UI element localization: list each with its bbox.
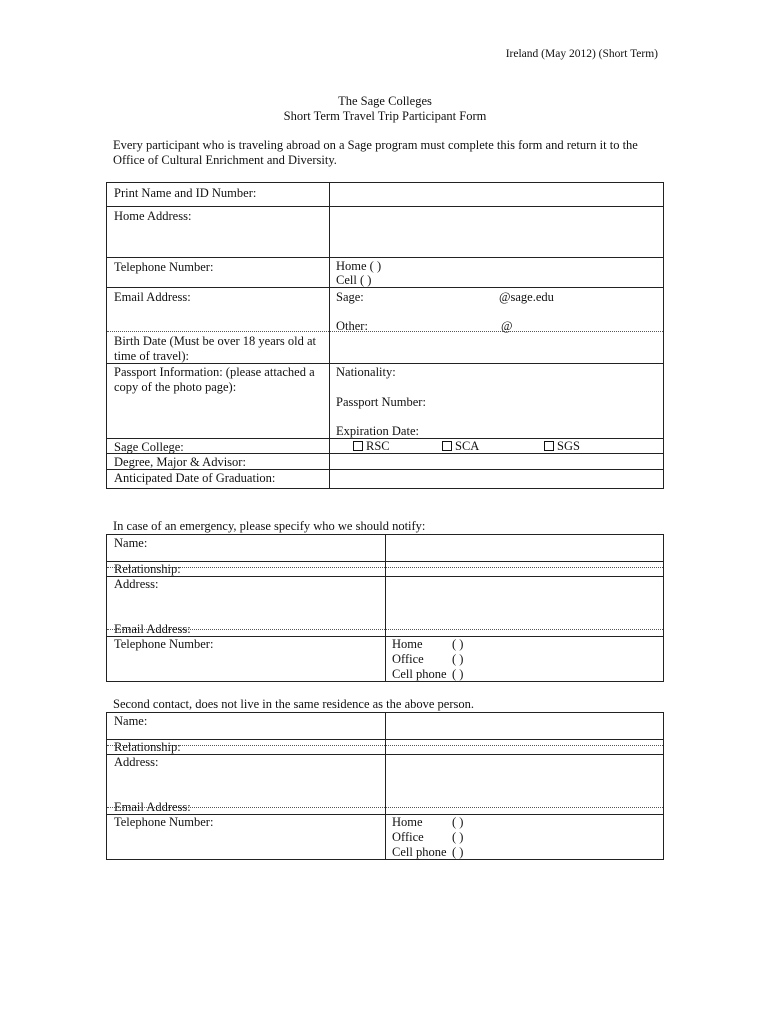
tel-home-field[interactable]: Home ( ) [336, 259, 382, 273]
contact2-name-label: Name: [114, 714, 148, 728]
emergency-contact-table [106, 534, 664, 682]
contact2-phone-home-label: Home [392, 815, 423, 829]
contact1-phone-home-field[interactable]: ( ) [452, 637, 464, 651]
email-sage-label: Sage: [336, 290, 364, 304]
page-subtitle: Short Term Travel Trip Participant Form [283, 109, 487, 123]
contact1-phone-office-label: Office [392, 652, 424, 666]
contact2-phone-home-field[interactable]: ( ) [452, 815, 464, 829]
second-contact-title: Second contact, does not live in the same residence as the above person. [113, 697, 474, 711]
emergency-section-title: In case of an emergency, please specify who we should notify: [113, 519, 426, 533]
checkbox-icon[interactable] [544, 441, 554, 451]
participant-table [106, 182, 664, 489]
contact1-telephone-label: Telephone Number: [114, 637, 214, 651]
email-other-label: Other: [336, 319, 368, 333]
passport-number-label: Passport Number: [336, 395, 426, 409]
contact2-telephone-label: Telephone Number: [114, 815, 214, 829]
contact1-email-label: Email Address: [114, 622, 191, 636]
print-name-label: Print Name and ID Number: [114, 186, 257, 200]
birth-date-label-1: Birth Date (Must be over 18 years old at [114, 334, 317, 348]
contact1-phone-home-label: Home [392, 637, 423, 651]
contact2-phone-cell-label: Cell phone [392, 845, 447, 859]
home-address-label: Home Address: [114, 209, 192, 223]
passport-label-2: copy of the photo page): [114, 380, 237, 394]
sage-college-label: Sage College: [114, 440, 184, 454]
contact1-address-label: Address: [114, 577, 159, 591]
second-contact-table [106, 712, 664, 860]
contact1-phone-cell-field[interactable]: ( ) [452, 667, 464, 681]
email-label: Email Address: [114, 290, 191, 304]
contact2-address-label: Address: [114, 755, 159, 769]
college-option-sgs[interactable]: SGS [544, 439, 580, 454]
expiration-date-label: Expiration Date: [336, 424, 419, 438]
intro-paragraph: Every participant who is traveling abroad on a Sage program must complete this form and return it to the Office of Cultural Enrichment and Diversity. [113, 138, 638, 167]
page-title: The Sage Colleges [338, 94, 432, 108]
birth-date-label-2: time of travel): [114, 349, 189, 363]
contact2-phone-cell-field[interactable]: ( ) [452, 845, 464, 859]
document-tag: Ireland (May 2012) (Short Term) [505, 48, 658, 60]
degree-label: Degree, Major & Advisor: [114, 455, 246, 469]
contact2-phone-office-label: Office [392, 830, 424, 844]
contact1-name-label: Name: [114, 536, 148, 550]
tel-cell-field[interactable]: Cell ( ) [336, 273, 372, 287]
checkbox-icon[interactable] [353, 441, 363, 451]
contact1-phone-cell-label: Cell phone [392, 667, 447, 681]
college-option-sca[interactable]: SCA [442, 439, 479, 454]
telephone-label: Telephone Number: [114, 260, 214, 274]
passport-label-1: Passport Information: (please attached a [114, 365, 315, 379]
checkbox-icon[interactable] [442, 441, 452, 451]
graduation-label: Anticipated Date of Graduation: [114, 471, 276, 485]
nationality-label: Nationality: [336, 365, 396, 379]
college-option-rsc[interactable]: RSC [353, 439, 390, 454]
contact2-email-label: Email Address: [114, 800, 191, 814]
email-other-at: @ [501, 319, 513, 333]
email-sage-domain: @sage.edu [499, 290, 554, 304]
contact1-relationship-label: Relationship: [114, 562, 181, 576]
contact2-relationship-label: Relationship: [114, 740, 181, 754]
contact2-phone-office-field[interactable]: ( ) [452, 830, 464, 844]
contact1-phone-office-field[interactable]: ( ) [452, 652, 464, 666]
